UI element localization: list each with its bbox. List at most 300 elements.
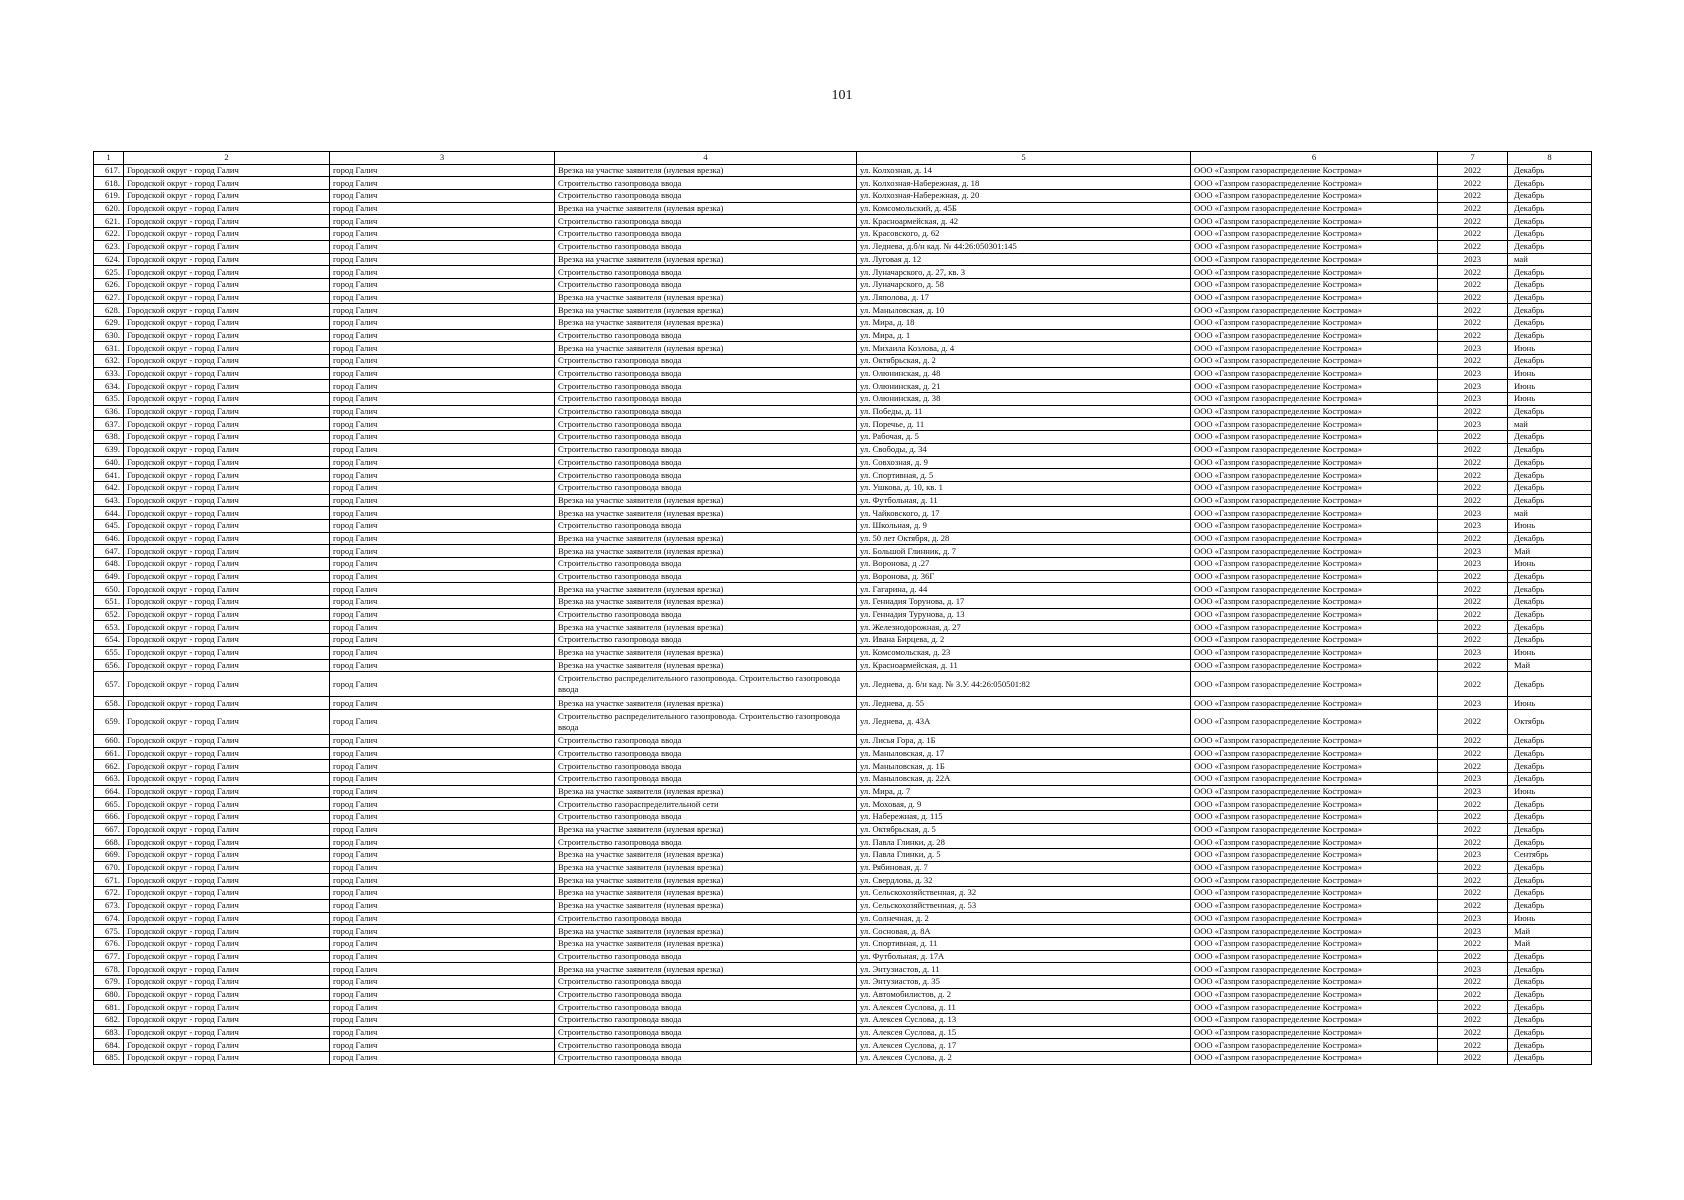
settlement-cell: город Галич: [330, 608, 555, 621]
work-type-cell: Строительство газопровода ввода: [555, 811, 857, 824]
municipality-cell: Городской округ - город Галич: [124, 912, 330, 925]
table-row: [94, 836, 1592, 849]
row-number-cell: 673.: [94, 899, 124, 912]
year-cell: 2022: [1438, 228, 1508, 241]
row-number-cell: 620.: [94, 202, 124, 215]
settlement-cell: город Галич: [330, 697, 555, 710]
organization-cell: ООО «Газпром газораспределение Кострома»: [1191, 355, 1438, 368]
work-type-cell: Врезка на участке заявителя (нулевая врезка): [555, 861, 857, 874]
month-cell: Декабрь: [1508, 836, 1592, 849]
year-cell: 2022: [1438, 329, 1508, 342]
row-number-cell: 622.: [94, 228, 124, 241]
municipality-cell: Городской округ - город Галич: [124, 253, 330, 266]
row-number-cell: 660.: [94, 734, 124, 747]
row-number-cell: 645.: [94, 519, 124, 532]
row-number-cell: 631.: [94, 342, 124, 355]
work-type-cell: Строительство газопровода ввода: [555, 988, 857, 1001]
municipality-cell: Городской округ - город Галич: [124, 608, 330, 621]
settlement-cell: город Галич: [330, 798, 555, 811]
address-cell: ул. Леднева, д. 43А: [857, 709, 1191, 734]
address-cell: ул. Большой Глинник, д. 7: [857, 545, 1191, 558]
work-type-cell: Строительство газопровода ввода: [555, 634, 857, 647]
year-cell: 2022: [1438, 202, 1508, 215]
month-cell: Декабрь: [1508, 772, 1592, 785]
work-type-cell: Строительство газопровода ввода: [555, 443, 857, 456]
column-number: 8: [1508, 152, 1592, 165]
year-cell: 2022: [1438, 823, 1508, 836]
municipality-cell: Городской округ - город Галич: [124, 494, 330, 507]
organization-cell: ООО «Газпром газораспределение Кострома»: [1191, 456, 1438, 469]
work-type-cell: Строительство газопровода ввода: [555, 355, 857, 368]
year-cell: 2023: [1438, 545, 1508, 558]
year-cell: 2022: [1438, 988, 1508, 1001]
address-cell: ул. Маныловская, д. 17: [857, 747, 1191, 760]
year-cell: 2022: [1438, 355, 1508, 368]
month-cell: Июнь: [1508, 785, 1592, 798]
address-cell: ул. Ивана Бирцева, д. 2: [857, 634, 1191, 647]
table-row: [94, 887, 1592, 900]
address-cell: ул. Футбольная, д. 17А: [857, 950, 1191, 963]
row-number-cell: 636.: [94, 405, 124, 418]
settlement-cell: город Галич: [330, 278, 555, 291]
month-cell: Декабрь: [1508, 291, 1592, 304]
work-type-cell: Строительство газопровода ввода: [555, 266, 857, 279]
organization-cell: ООО «Газпром газораспределение Кострома»: [1191, 963, 1438, 976]
organization-cell: ООО «Газпром газораспределение Кострома»: [1191, 532, 1438, 545]
month-cell: Декабрь: [1508, 456, 1592, 469]
settlement-cell: город Галич: [330, 1039, 555, 1052]
settlement-cell: город Галич: [330, 215, 555, 228]
table-row: [94, 823, 1592, 836]
organization-cell: ООО «Газпром газораспределение Кострома»: [1191, 253, 1438, 266]
month-cell: Декабрь: [1508, 608, 1592, 621]
row-number-cell: 679.: [94, 975, 124, 988]
row-number-cell: 662.: [94, 760, 124, 773]
table-row: [94, 405, 1592, 418]
year-cell: 2023: [1438, 253, 1508, 266]
organization-cell: ООО «Газпром газораспределение Кострома»: [1191, 443, 1438, 456]
table-row: [94, 1052, 1592, 1065]
year-cell: 2023: [1438, 342, 1508, 355]
organization-cell: ООО «Газпром газораспределение Кострома»: [1191, 861, 1438, 874]
organization-cell: ООО «Газпром газораспределение Кострома»: [1191, 481, 1438, 494]
address-cell: ул. 50 лет Октября, д. 28: [857, 532, 1191, 545]
work-type-cell: Врезка на участке заявителя (нулевая врезка): [555, 925, 857, 938]
organization-cell: ООО «Газпром газораспределение Кострома»: [1191, 937, 1438, 950]
month-cell: Декабрь: [1508, 240, 1592, 253]
month-cell: Декабрь: [1508, 570, 1592, 583]
work-type-cell: Строительство газопровода ввода: [555, 760, 857, 773]
row-number-cell: 634.: [94, 380, 124, 393]
settlement-cell: город Галич: [330, 405, 555, 418]
organization-cell: ООО «Газпром газораспределение Кострома»: [1191, 747, 1438, 760]
table-row: [94, 342, 1592, 355]
address-cell: ул. Колхозная-Набережная, д. 20: [857, 190, 1191, 203]
month-cell: Декабрь: [1508, 975, 1592, 988]
work-type-cell: Строительство газопровода ввода: [555, 1001, 857, 1014]
table-row: [94, 164, 1592, 177]
municipality-cell: Городской округ - город Галич: [124, 823, 330, 836]
organization-cell: ООО «Газпром газораспределение Кострома»: [1191, 494, 1438, 507]
work-type-cell: Врезка на участке заявителя (нулевая врезка): [555, 291, 857, 304]
organization-cell: ООО «Газпром газораспределение Кострома»: [1191, 811, 1438, 824]
work-type-cell: Врезка на участке заявителя (нулевая врезка): [555, 785, 857, 798]
organization-cell: ООО «Газпром газораспределение Кострома»: [1191, 988, 1438, 1001]
table-row: [94, 494, 1592, 507]
work-type-cell: Строительство газопровода ввода: [555, 240, 857, 253]
address-cell: ул. Луначарского, д. 58: [857, 278, 1191, 291]
column-number: 6: [1191, 152, 1438, 165]
year-cell: 2022: [1438, 734, 1508, 747]
address-cell: ул. Маныловская, д. 1Б: [857, 760, 1191, 773]
year-cell: 2022: [1438, 950, 1508, 963]
settlement-cell: город Галич: [330, 975, 555, 988]
organization-cell: ООО «Газпром газораспределение Кострома»: [1191, 785, 1438, 798]
settlement-cell: город Галич: [330, 431, 555, 444]
table-row: [94, 431, 1592, 444]
year-cell: 2022: [1438, 190, 1508, 203]
year-cell: 2022: [1438, 240, 1508, 253]
row-number-cell: 649.: [94, 570, 124, 583]
municipality-cell: Городской округ - город Галич: [124, 937, 330, 950]
settlement-cell: город Галич: [330, 570, 555, 583]
municipality-cell: Городской округ - город Галич: [124, 380, 330, 393]
year-cell: 2022: [1438, 532, 1508, 545]
month-cell: май: [1508, 418, 1592, 431]
settlement-cell: город Галич: [330, 355, 555, 368]
municipality-cell: Городской округ - город Галич: [124, 355, 330, 368]
address-cell: ул. Сельскохозяйственная, д. 32: [857, 887, 1191, 900]
row-number-cell: 663.: [94, 772, 124, 785]
municipality-cell: Городской округ - город Галич: [124, 950, 330, 963]
address-cell: ул. Леднева, д.б/н кад. № 44:26:050301:145: [857, 240, 1191, 253]
month-cell: Сентябрь: [1508, 849, 1592, 862]
table-row: [94, 469, 1592, 482]
month-cell: Май: [1508, 937, 1592, 950]
organization-cell: ООО «Газпром газораспределение Кострома»: [1191, 1039, 1438, 1052]
address-cell: ул. Сосновая, д. 8А: [857, 925, 1191, 938]
municipality-cell: Городской округ - город Галич: [124, 760, 330, 773]
year-cell: 2022: [1438, 431, 1508, 444]
settlement-cell: город Галич: [330, 519, 555, 532]
municipality-cell: Городской округ - город Галич: [124, 899, 330, 912]
address-cell: ул. Энтузиастов, д. 35: [857, 975, 1191, 988]
work-type-cell: Строительство газопровода ввода: [555, 393, 857, 406]
municipality-cell: Городской округ - город Галич: [124, 443, 330, 456]
municipality-cell: Городской округ - город Галич: [124, 418, 330, 431]
row-number-cell: 623.: [94, 240, 124, 253]
row-number-cell: 621.: [94, 215, 124, 228]
work-type-cell: Строительство газопровода ввода: [555, 215, 857, 228]
year-cell: 2022: [1438, 1001, 1508, 1014]
table-row: [94, 228, 1592, 241]
work-type-cell: Строительство газопровода ввода: [555, 190, 857, 203]
row-number-cell: 675.: [94, 925, 124, 938]
municipality-cell: Городской округ - город Галич: [124, 887, 330, 900]
year-cell: 2022: [1438, 975, 1508, 988]
organization-cell: ООО «Газпром газораспределение Кострома»: [1191, 925, 1438, 938]
municipality-cell: Городской округ - город Галич: [124, 507, 330, 520]
month-cell: Декабрь: [1508, 494, 1592, 507]
year-cell: 2022: [1438, 798, 1508, 811]
settlement-cell: город Галич: [330, 583, 555, 596]
address-cell: ул. Алексея Суслова, д. 11: [857, 1001, 1191, 1014]
work-type-cell: Врезка на участке заявителя (нулевая врезка): [555, 899, 857, 912]
month-cell: май: [1508, 507, 1592, 520]
table-row: [94, 760, 1592, 773]
settlement-cell: город Галич: [330, 240, 555, 253]
work-type-cell: Врезка на участке заявителя (нулевая врезка): [555, 494, 857, 507]
address-cell: ул. Алексея Суслова, д. 17: [857, 1039, 1191, 1052]
table-row: [94, 253, 1592, 266]
organization-cell: ООО «Газпром газораспределение Кострома»: [1191, 760, 1438, 773]
row-number-cell: 669.: [94, 849, 124, 862]
address-cell: ул. Набережная, д. 115: [857, 811, 1191, 824]
row-number-cell: 680.: [94, 988, 124, 1001]
month-cell: Декабрь: [1508, 202, 1592, 215]
year-cell: 2022: [1438, 899, 1508, 912]
address-cell: ул. Рабочая, д. 5: [857, 431, 1191, 444]
organization-cell: ООО «Газпром газораспределение Кострома»: [1191, 849, 1438, 862]
organization-cell: ООО «Газпром газораспределение Кострома»: [1191, 734, 1438, 747]
work-type-cell: Врезка на участке заявителя (нулевая врезка): [555, 596, 857, 609]
work-type-cell: Строительство газопровода ввода: [555, 1052, 857, 1065]
address-cell: ул. Железнодорожная, д. 27: [857, 621, 1191, 634]
address-cell: ул. Леднева, д. 55: [857, 697, 1191, 710]
register-table: [93, 151, 1592, 1065]
organization-cell: ООО «Газпром газораспределение Кострома»: [1191, 570, 1438, 583]
settlement-cell: город Галич: [330, 772, 555, 785]
address-cell: ул. Красовского, д. 62: [857, 228, 1191, 241]
row-number-cell: 625.: [94, 266, 124, 279]
month-cell: Декабрь: [1508, 431, 1592, 444]
year-cell: 2022: [1438, 494, 1508, 507]
organization-cell: ООО «Газпром газораспределение Кострома»: [1191, 367, 1438, 380]
work-type-cell: Врезка на участке заявителя (нулевая врезка): [555, 697, 857, 710]
work-type-cell: Врезка на участке заявителя (нулевая врезка): [555, 583, 857, 596]
work-type-cell: Строительство газопровода ввода: [555, 836, 857, 849]
row-number-cell: 668.: [94, 836, 124, 849]
month-cell: Июнь: [1508, 646, 1592, 659]
row-number-cell: 654.: [94, 634, 124, 647]
organization-cell: ООО «Газпром газораспределение Кострома»: [1191, 798, 1438, 811]
table-row: [94, 291, 1592, 304]
settlement-cell: город Галич: [330, 228, 555, 241]
municipality-cell: Городской округ - город Галич: [124, 342, 330, 355]
table-row: [94, 963, 1592, 976]
table-row: [94, 266, 1592, 279]
settlement-cell: город Галич: [330, 925, 555, 938]
year-cell: 2023: [1438, 772, 1508, 785]
work-type-cell: Строительство газопровода ввода: [555, 772, 857, 785]
year-cell: 2022: [1438, 316, 1508, 329]
month-cell: Декабрь: [1508, 899, 1592, 912]
row-number-cell: 661.: [94, 747, 124, 760]
work-type-cell: Строительство газопровода ввода: [555, 1014, 857, 1027]
table-row: [94, 532, 1592, 545]
work-type-cell: Строительство газопровода ввода: [555, 380, 857, 393]
organization-cell: ООО «Газпром газораспределение Кострома»: [1191, 228, 1438, 241]
municipality-cell: Городской округ - город Галич: [124, 1052, 330, 1065]
month-cell: Декабрь: [1508, 443, 1592, 456]
municipality-cell: Городской округ - город Галич: [124, 596, 330, 609]
year-cell: 2023: [1438, 785, 1508, 798]
table-row: [94, 659, 1592, 672]
table-row: [94, 811, 1592, 824]
work-type-cell: Врезка на участке заявителя (нулевая врезка): [555, 963, 857, 976]
organization-cell: ООО «Газпром газораспределение Кострома»: [1191, 672, 1438, 697]
month-cell: Июнь: [1508, 558, 1592, 571]
settlement-cell: город Галич: [330, 849, 555, 862]
municipality-cell: Городской округ - город Галич: [124, 367, 330, 380]
organization-cell: ООО «Газпром газораспределение Кострома»: [1191, 190, 1438, 203]
month-cell: Декабрь: [1508, 228, 1592, 241]
table-row: [94, 1001, 1592, 1014]
municipality-cell: Городской округ - город Галич: [124, 1026, 330, 1039]
table-row: [94, 329, 1592, 342]
year-cell: 2023: [1438, 963, 1508, 976]
municipality-cell: Городской округ - город Галич: [124, 558, 330, 571]
month-cell: Декабрь: [1508, 481, 1592, 494]
organization-cell: ООО «Газпром газораспределение Кострома»: [1191, 202, 1438, 215]
month-cell: Октябрь: [1508, 709, 1592, 734]
column-number: 7: [1438, 152, 1508, 165]
work-type-cell: Врезка на участке заявителя (нулевая врезка): [555, 823, 857, 836]
settlement-cell: город Галич: [330, 596, 555, 609]
settlement-cell: город Галич: [330, 1026, 555, 1039]
month-cell: Декабрь: [1508, 583, 1592, 596]
table-row: [94, 190, 1592, 203]
organization-cell: ООО «Газпром газораспределение Кострома»: [1191, 291, 1438, 304]
settlement-cell: город Галич: [330, 760, 555, 773]
municipality-cell: Городской округ - город Галич: [124, 849, 330, 862]
municipality-cell: Городской округ - город Галич: [124, 988, 330, 1001]
table-row: [94, 418, 1592, 431]
settlement-cell: город Галич: [330, 329, 555, 342]
organization-cell: ООО «Газпром газораспределение Кострома»: [1191, 823, 1438, 836]
month-cell: Декабрь: [1508, 532, 1592, 545]
table-row: [94, 798, 1592, 811]
settlement-cell: город Галич: [330, 266, 555, 279]
municipality-cell: Городской округ - город Галич: [124, 925, 330, 938]
row-number-cell: 644.: [94, 507, 124, 520]
year-cell: 2022: [1438, 709, 1508, 734]
row-number-cell: 682.: [94, 1014, 124, 1027]
table-row: [94, 519, 1592, 532]
year-cell: 2023: [1438, 849, 1508, 862]
table-row: [94, 734, 1592, 747]
work-type-cell: Строительство газопровода ввода: [555, 558, 857, 571]
row-number-cell: 671.: [94, 874, 124, 887]
month-cell: Июнь: [1508, 912, 1592, 925]
address-cell: ул. Комсомольская, д. 23: [857, 646, 1191, 659]
settlement-cell: город Галич: [330, 1001, 555, 1014]
municipality-cell: Городской округ - город Галич: [124, 747, 330, 760]
month-cell: Декабрь: [1508, 266, 1592, 279]
table-row: [94, 380, 1592, 393]
municipality-cell: Городской округ - город Галич: [124, 709, 330, 734]
table-row: [94, 634, 1592, 647]
work-type-cell: Врезка на участке заявителя (нулевая врезка): [555, 342, 857, 355]
row-number-cell: 624.: [94, 253, 124, 266]
table-row: [94, 849, 1592, 862]
address-cell: ул. Колхозная-Набережная, д. 18: [857, 177, 1191, 190]
address-cell: ул. Алексея Суслова, д. 2: [857, 1052, 1191, 1065]
month-cell: Декабрь: [1508, 823, 1592, 836]
month-cell: Декабрь: [1508, 747, 1592, 760]
municipality-cell: Городской округ - город Галич: [124, 481, 330, 494]
work-type-cell: Строительство газопровода ввода: [555, 747, 857, 760]
address-cell: ул. Мира, д. 1: [857, 329, 1191, 342]
year-cell: 2022: [1438, 747, 1508, 760]
year-cell: 2022: [1438, 608, 1508, 621]
address-cell: ул. Солнечная, д. 2: [857, 912, 1191, 925]
address-cell: ул. Ляполова, д. 17: [857, 291, 1191, 304]
row-number-cell: 659.: [94, 709, 124, 734]
municipality-cell: Городской округ - город Галич: [124, 583, 330, 596]
municipality-cell: Городской округ - город Галич: [124, 570, 330, 583]
work-type-cell: Строительство газопровода ввода: [555, 278, 857, 291]
settlement-cell: город Галич: [330, 709, 555, 734]
month-cell: Декабрь: [1508, 887, 1592, 900]
row-number-cell: 619.: [94, 190, 124, 203]
municipality-cell: Городской округ - город Галич: [124, 266, 330, 279]
table-row: [94, 709, 1592, 734]
month-cell: Декабрь: [1508, 190, 1592, 203]
address-cell: ул. Колхозная, д. 14: [857, 164, 1191, 177]
month-cell: Май: [1508, 545, 1592, 558]
year-cell: 2022: [1438, 760, 1508, 773]
month-cell: Декабрь: [1508, 215, 1592, 228]
settlement-cell: город Галич: [330, 634, 555, 647]
year-cell: 2022: [1438, 874, 1508, 887]
month-cell: Декабрь: [1508, 1014, 1592, 1027]
address-cell: ул. Ушкова, д. 10, кв. 1: [857, 481, 1191, 494]
work-type-cell: Врезка на участке заявителя (нулевая врезка): [555, 545, 857, 558]
settlement-cell: город Галич: [330, 621, 555, 634]
settlement-cell: город Галич: [330, 963, 555, 976]
address-cell: ул. Энтузиастов, д. 11: [857, 963, 1191, 976]
year-cell: 2022: [1438, 405, 1508, 418]
row-number-cell: 618.: [94, 177, 124, 190]
organization-cell: ООО «Газпром газораспределение Кострома»: [1191, 1026, 1438, 1039]
address-cell: ул. Алексея Суслова, д. 13: [857, 1014, 1191, 1027]
work-type-cell: Врезка на участке заявителя (нулевая врезка): [555, 253, 857, 266]
work-type-cell: Строительство газопровода ввода: [555, 177, 857, 190]
organization-cell: ООО «Газпром газораспределение Кострома»: [1191, 1014, 1438, 1027]
settlement-cell: город Галич: [330, 836, 555, 849]
work-type-cell: Врезка на участке заявителя (нулевая врезка): [555, 164, 857, 177]
month-cell: Декабрь: [1508, 355, 1592, 368]
row-number-cell: 626.: [94, 278, 124, 291]
organization-cell: ООО «Газпром газораспределение Кострома»: [1191, 240, 1438, 253]
row-number-cell: 658.: [94, 697, 124, 710]
address-cell: ул. Автомобилистов, д. 2: [857, 988, 1191, 1001]
settlement-cell: город Галич: [330, 887, 555, 900]
municipality-cell: Городской округ - город Галич: [124, 836, 330, 849]
row-number-cell: 632.: [94, 355, 124, 368]
year-cell: 2023: [1438, 558, 1508, 571]
year-cell: 2022: [1438, 164, 1508, 177]
row-number-cell: 637.: [94, 418, 124, 431]
address-cell: ул. Свободы, д. 34: [857, 443, 1191, 456]
month-cell: Декабрь: [1508, 1039, 1592, 1052]
table-row: [94, 988, 1592, 1001]
work-type-cell: Врезка на участке заявителя (нулевая врезка): [555, 304, 857, 317]
address-cell: ул. Воронова, д .27: [857, 558, 1191, 571]
address-cell: ул. Луначарского, д. 27, кв. 3: [857, 266, 1191, 279]
month-cell: Декабрь: [1508, 596, 1592, 609]
